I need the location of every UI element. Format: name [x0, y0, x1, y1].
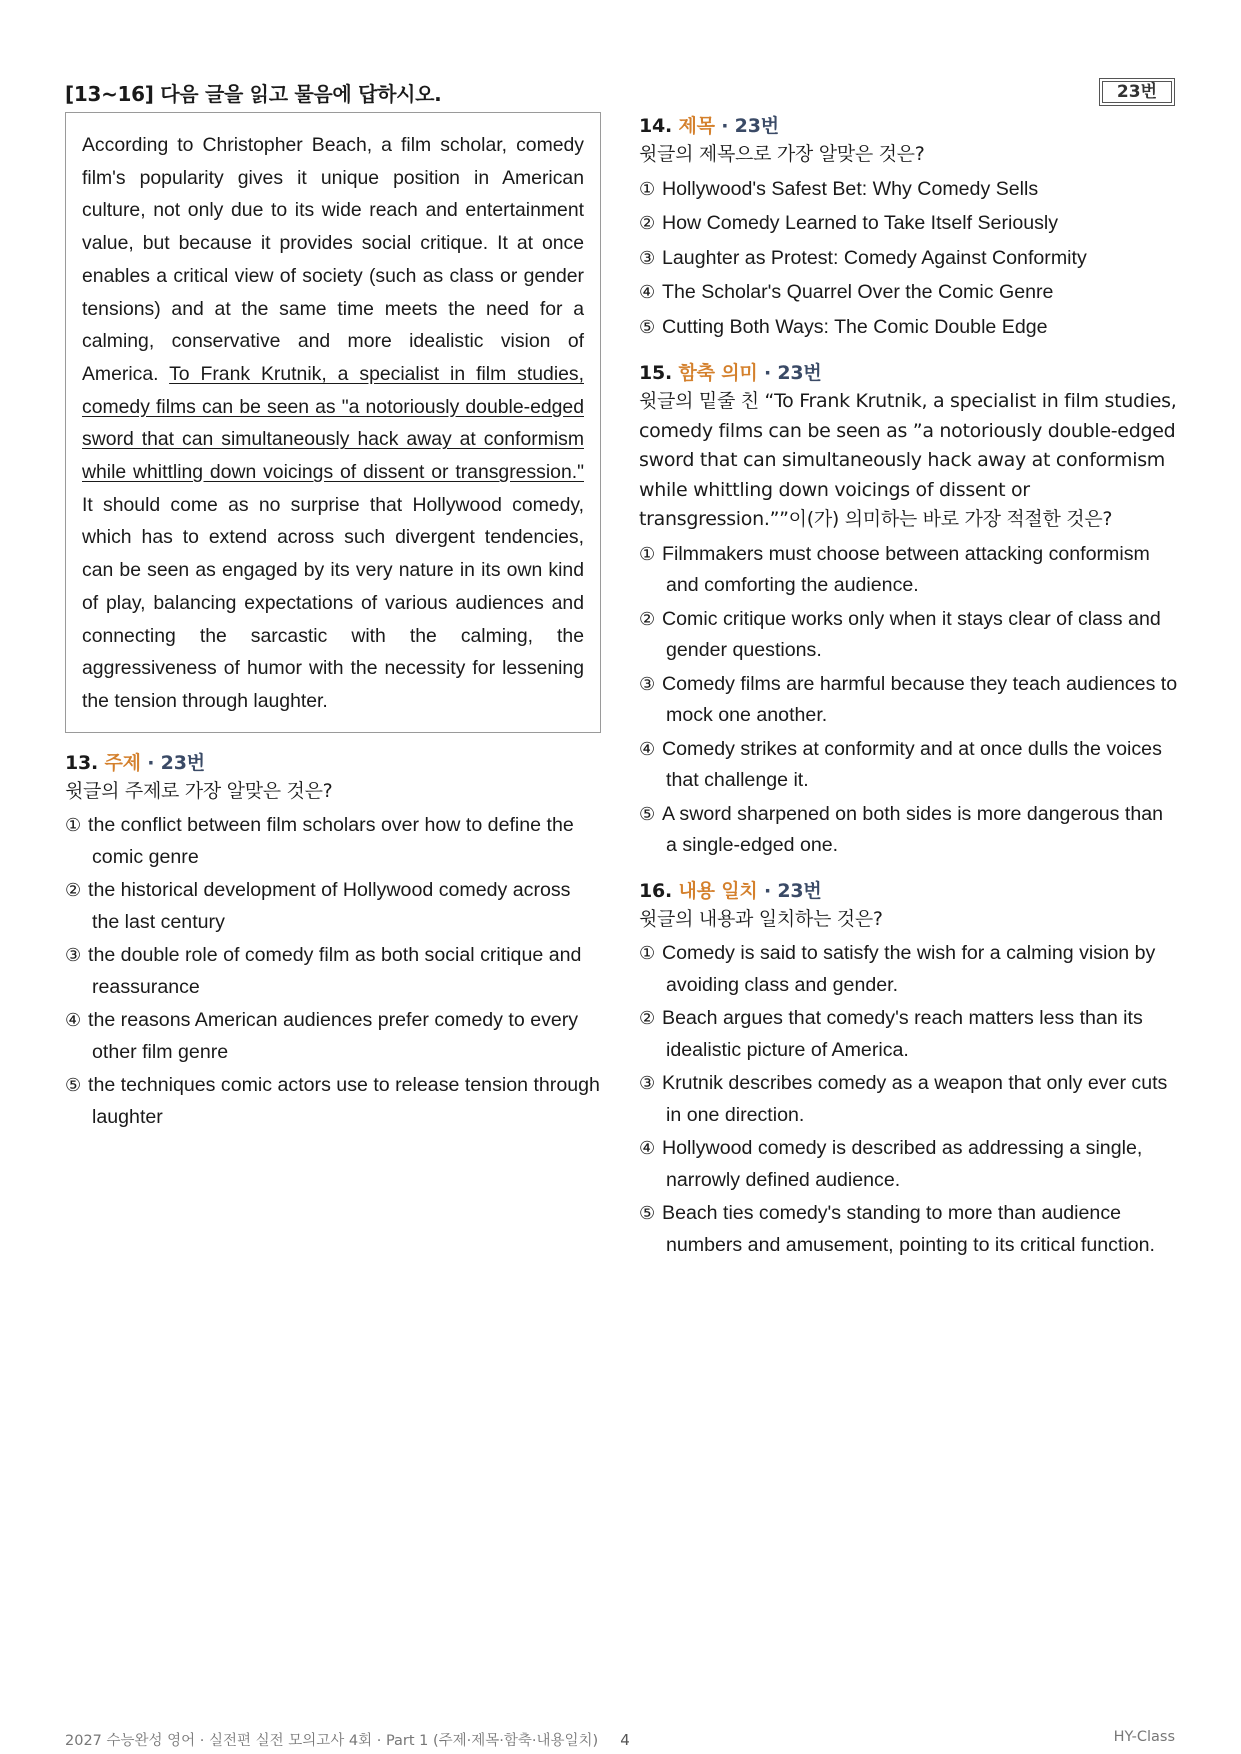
answer-option-5[interactable]	[65, 1070, 601, 1132]
option-text: Hollywood comedy is described as addressing a single, narrowly defined audience.	[662, 1137, 1143, 1191]
answer-option-1[interactable]	[639, 539, 1179, 601]
option-number: ②	[639, 213, 656, 234]
question-number: 16.	[639, 879, 673, 902]
option-number: ①	[65, 815, 82, 837]
reading-passage	[65, 112, 601, 733]
question-number: 13.	[65, 751, 99, 774]
option-number: ①	[639, 178, 656, 200]
option-text: Beach ties comedy's standing to more than audience numbers and amusement, pointing to its critical function.	[662, 1202, 1156, 1256]
question-prompt: 윗글의 내용과 일치하는 것은?	[639, 907, 883, 930]
passage-text-after: It should come as no surprise that Hollywood comedy, which has to extend across such divergent tendencies, can be seen as engaged by its very nature in its own kind of play, balancing expectations of various audiences and connecting the sarcastic with the calming, the aggressiveness of humor with the necessity for lessening the tension through laughter.	[82, 493, 584, 712]
option-number: ④	[639, 282, 656, 303]
option-text: Laughter as Protest: Comedy Against Conformity	[662, 246, 1087, 269]
separator-dot: ·	[763, 362, 771, 384]
passage-text-before: According to Christopher Beach, a film scholar, comedy film's popularity gives it unique position in American culture, not only due to its wide reach and entertainment value, but because it provides social critique. It at once enables a critical view of society (such as class or gender tensions) and at the same time meets the need for a calming, conservative and more idealistic vision of America.	[82, 134, 584, 385]
answer-option-4[interactable]	[65, 1005, 601, 1067]
option-number: ⑤	[639, 803, 656, 825]
page-footer	[65, 1729, 1175, 1751]
option-number: ⑤	[639, 1203, 656, 1224]
option-number: ②	[65, 880, 82, 902]
question-code: 23번	[777, 879, 822, 902]
answer-options	[639, 174, 1179, 344]
question-number: 15.	[639, 362, 673, 384]
option-text: How Comedy Learned to Take Itself Seriously	[662, 212, 1059, 234]
option-text: Filmmakers must choose between attacking conformism and comforting the audience.	[662, 542, 1150, 596]
option-text: Comedy films are harmful because they teach audiences to mock one another.	[662, 672, 1178, 726]
answer-option-4[interactable]	[639, 1133, 1179, 1195]
option-number: ⑤	[639, 316, 656, 338]
separator-dot: ·	[763, 879, 771, 902]
option-text: the historical development of Hollywood comedy across the last century	[88, 879, 571, 933]
underlined-sentence: To Frank Krutnik, a specialist in film studies, comedy films can be seen as "a notoriously double-edged sword that can simultaneously hack away at conformism while whittling down voicings of dissent or transgression."	[82, 362, 584, 484]
answer-option-3[interactable]	[639, 243, 1179, 275]
option-number: ②	[639, 1008, 656, 1029]
question-heading	[65, 749, 601, 777]
question-code: 23번	[160, 751, 205, 774]
option-text: the techniques comic actors use to release tension through laughter	[88, 1074, 600, 1128]
answer-option-3[interactable]	[639, 669, 1179, 731]
option-number: ⑤	[65, 1075, 82, 1097]
answer-option-5[interactable]	[639, 799, 1179, 861]
answer-option-3[interactable]	[639, 1068, 1179, 1130]
page-header	[65, 76, 1175, 106]
question-code: 23번	[734, 115, 779, 137]
question-number: 14.	[639, 115, 673, 137]
page-number: 4	[620, 1731, 630, 1749]
option-number: ④	[65, 1010, 82, 1032]
instruction-heading: [13~16] 다음 글을 읽고 물음에 답하시오.	[65, 82, 442, 106]
answer-options	[639, 539, 1179, 861]
option-text: The Scholar's Quarrel Over the Comic Genre	[662, 281, 1054, 303]
question-type: 함축 의미	[678, 362, 758, 384]
option-number: ③	[639, 673, 656, 695]
question-16	[639, 877, 1179, 1261]
option-number: ③	[65, 945, 82, 967]
answer-option-2[interactable]	[639, 1003, 1179, 1065]
answer-option-3[interactable]	[65, 940, 601, 1002]
option-text: Beach argues that comedy's reach matters less than its idealistic picture of America.	[662, 1007, 1143, 1061]
option-text: Hollywood's Safest Bet: Why Comedy Sells	[662, 177, 1039, 200]
question-heading	[639, 112, 1179, 140]
answer-option-5[interactable]	[639, 312, 1179, 344]
option-text: the double role of comedy film as both social critique and reassurance	[88, 944, 582, 998]
answer-option-2[interactable]	[65, 875, 601, 937]
answer-option-4[interactable]	[639, 277, 1179, 309]
question-type: 제목	[678, 115, 715, 137]
footer-left	[65, 1729, 630, 1750]
answer-option-4[interactable]	[639, 734, 1179, 796]
option-number: ①	[639, 543, 656, 565]
question-prompt: 윗글의 제목으로 가장 알맞은 것은?	[639, 143, 925, 165]
answer-option-1[interactable]	[639, 938, 1179, 1000]
answer-option-2[interactable]	[639, 208, 1179, 240]
answer-option-1[interactable]	[65, 810, 601, 872]
left-column	[65, 112, 601, 1135]
question-code: 23번	[777, 362, 822, 384]
badge-label: 23번	[1102, 81, 1172, 103]
option-number: ④	[639, 1138, 656, 1159]
answer-option-2[interactable]	[639, 604, 1179, 666]
question-heading	[639, 877, 1179, 905]
question-15	[639, 359, 1179, 861]
question-prompt: 윗글의 주제로 가장 알맞은 것은?	[65, 779, 333, 802]
option-text: Krutnik describes comedy as a weapon that only ever cuts in one direction.	[662, 1072, 1168, 1126]
answer-options	[639, 938, 1179, 1260]
answer-option-1[interactable]	[639, 174, 1179, 206]
separator-dot: ·	[147, 751, 155, 774]
footer-book-title: 2027 수능완성 영어 · 실전편 실전 모의고사 4회 · Part 1 (주제·제목·함축·내용일치)	[65, 1733, 599, 1749]
option-text: the conflict between film scholars over how to define the comic genre	[88, 814, 574, 868]
option-text: Comedy strikes at conformity and at once dulls the voices that challenge it.	[662, 737, 1162, 791]
option-number: ③	[639, 247, 656, 269]
question-heading	[639, 359, 1179, 387]
option-number: ②	[639, 608, 656, 630]
option-number: ③	[639, 1073, 656, 1094]
option-text: Comedy is said to satisfy the wish for a calming vision by avoiding class and gender.	[662, 942, 1156, 996]
question-13	[65, 749, 601, 1133]
question-prompt: 윗글의 밑줄 친 “To Frank Krutnik, a specialist in film studies, comedy films can be seen as ”a notoriously double-edged sword that can simultaneously hack away at conformism while whittling down voicings of dissent or transgression.””이(가) 의미하는 바로 가장 적절한 것은?	[639, 390, 1177, 530]
footer-brand: HY-Class	[1113, 1729, 1175, 1745]
answer-options	[65, 810, 601, 1132]
option-number: ④	[639, 738, 656, 760]
right-column	[639, 112, 1179, 1263]
answer-option-5[interactable]	[639, 1198, 1179, 1260]
option-text: A sword sharpened on both sides is more dangerous than a single-edged one.	[662, 802, 1164, 856]
separator-dot: ·	[721, 115, 729, 137]
option-text: Cutting Both Ways: The Comic Double Edge	[662, 315, 1048, 338]
question-type: 주제	[104, 751, 141, 774]
question-number-badge	[1099, 78, 1175, 106]
question-type: 내용 일치	[678, 879, 758, 902]
option-text: Comic critique works only when it stays clear of class and gender questions.	[662, 607, 1161, 661]
option-number: ①	[639, 943, 656, 964]
question-14	[639, 112, 1179, 343]
option-text: the reasons American audiences prefer comedy to every other film genre	[88, 1009, 579, 1063]
